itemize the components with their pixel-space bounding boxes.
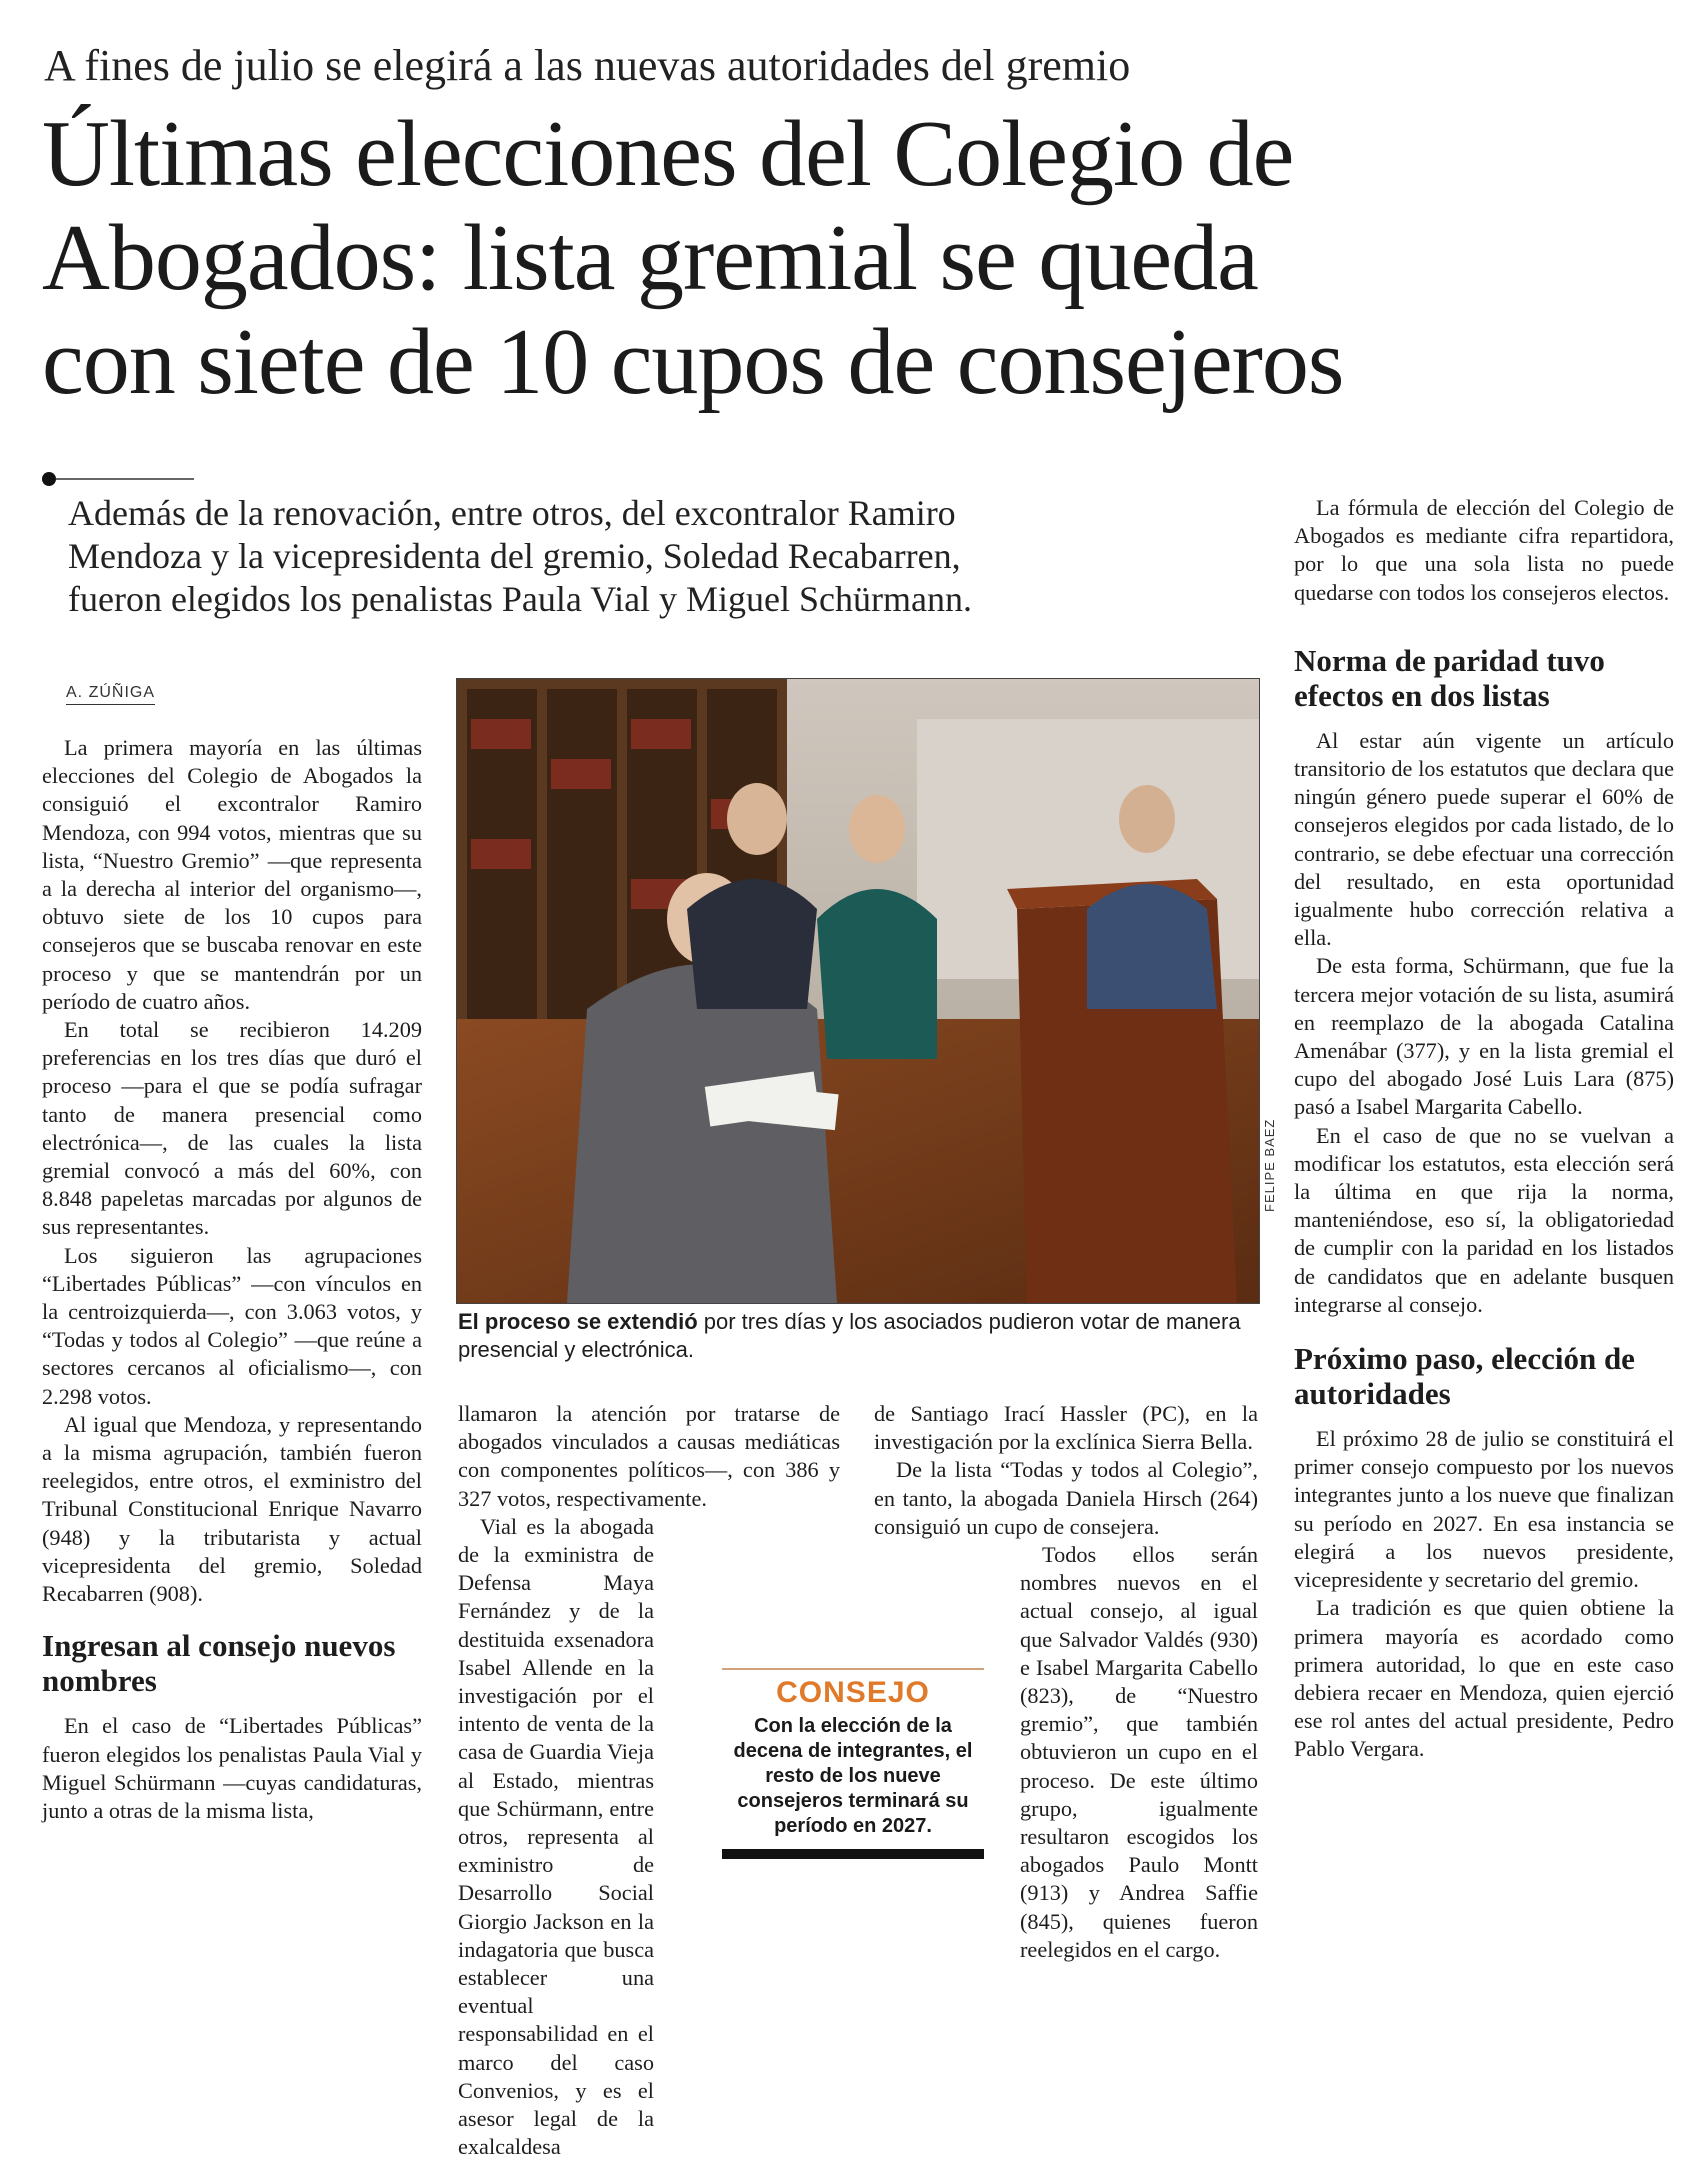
deck-bullet — [42, 472, 56, 486]
deck-line: fueron elegidos los penalistas Paula Vial y Miguel Schürmann. — [68, 579, 973, 619]
deck-line: Mendoza y la vicepresidenta del gremio, Soledad Recabarren, — [68, 536, 961, 576]
paragraph: En el caso de “Libertades Públicas” fueron elegidos los penalistas Paula Vial y Miguel Schürmann —cuyas candidaturas, junto a otras de la misma lista, — [42, 1713, 422, 1823]
paragraph: de Santiago Irací Hassler (PC), en la investigación por la exclínica Sierra Bella. — [874, 1401, 1258, 1455]
paragraph: En total se recibieron 14.209 preferencias en los tres días que duró el proceso —para el que se podía sufragar tanto de manera presencial como electrónica—, de las cuales la lista gremial convocó a más del 60%, con 8.848 papeletas marcadas por algunos de sus representantes. — [42, 1017, 422, 1240]
paragraph: Al igual que Mendoza, y representando a la misma agrupación, también fueron reelegidos, entre otros, el exministro del Tribunal Constitucional Enrique Navarro (948) y la tributarista y actual vicepresidenta del gremio, Soledad Recabarren (908). — [42, 1411, 422, 1607]
callout-bottom-bar — [722, 1849, 984, 1859]
paragraph: llamaron la atención por tratarse de abogados vinculados a causas mediáticas con componentes políticos—, con 386 y 327 votos, respectivamente. — [458, 1401, 840, 1511]
paragraph: El próximo 28 de julio se constituirá el primer consejo compuesto por los nuevos integrantes junto a los nueve que finalizan su período en 2027. En esa instancia se elegirá a los nuevos presidente, vicepresidente y secretario del gremio. — [1294, 1426, 1674, 1593]
photo-illustration — [457, 679, 1259, 1303]
article-column-4 — [1294, 494, 1674, 1764]
subheading: Próximo paso, elección de autoridades — [1294, 1341, 1635, 1412]
deck-rule — [56, 478, 194, 480]
paragraph: De la lista “Todas y todos al Colegio”, en tanto, la abogada Daniela Hirsch (264) consiguió un cupo de consejera. — [874, 1457, 1258, 1539]
callout-top-rule — [722, 1668, 984, 1670]
subheading: Norma de paridad tuvo efectos en dos listas — [1294, 642, 1605, 713]
kicker: A fines de julio se elegirá a las nuevas autoridades del gremio — [44, 41, 1131, 90]
paragraph: Todos ellos serán nombres nuevos en el actual consejo, al igual que Salvador Valdés (930) e Isabel Margarita Cabello (823), de “Nuestro gremio”, que también obtuvieron un cupo en el proceso. De este último grupo, igualmente resultaron escogidos los abogados Paulo Montt (913) y Andrea Saffie (845), quienes fueron reelegidos en el cargo. — [1020, 1542, 1258, 1962]
deck-line: Además de la renovación, entre otros, del excontralor Ramiro — [68, 493, 956, 533]
paragraph: Al estar aún vigente un artículo transitorio de los estatutos que declara que ningún género puede superar el 60% de consejeros elegidos por cada listado, de lo contrario, se debe efectuar una corrección del resultado, en esta oportunidad igualmente hubo corrección relativa a ella. — [1294, 727, 1674, 951]
caption-text: por tres días y los asociados pudieron votar de manera presencial y electrónica. — [458, 1309, 1241, 1362]
byline: A. ZÚÑIGA — [66, 684, 155, 705]
callout-box — [722, 1668, 984, 1859]
callout-title: CONSEJO — [776, 1676, 930, 1709]
subheading: Ingresan al consejo nuevos nombres — [42, 1628, 396, 1699]
headline-line: con siete de 10 cupos de consejeros — [42, 310, 1344, 414]
paragraph: En el caso de que no se vuelvan a modificar los estatutos, esta elección será la última en que rija la norma, manteniéndose, eso sí, la obligatoriedad de cumplir con la paridad en los listados de candidatos que en adelante busquen integrarse al consejo. — [1294, 1122, 1674, 1317]
headline — [42, 102, 1682, 414]
callout-text: Con la elección de la decena de integrantes, el resto de los nueve consejeros terminará su período en 2027. — [733, 1715, 973, 1837]
news-photo — [456, 678, 1260, 1304]
headline-line: Últimas elecciones del Colegio de — [42, 102, 1294, 206]
photo-caption — [458, 1308, 1264, 1364]
caption-lead: El proceso se extendió — [458, 1309, 698, 1334]
headline-line: Abogados: lista gremial se queda — [42, 206, 1258, 310]
paragraph: La tradición es que quien obtiene la primera mayoría es acordado como primera autoridad, lo que en este caso debiera recaer en Mendoza, quien ejerció ese rol antes del actual presidente, Pedro Pablo Vergara. — [1294, 1595, 1674, 1762]
paragraph: De esta forma, Schürmann, que fue la tercera mejor votación de su lista, asumirá en reemplazo de la abogada Catalina Amenábar (377), y en la lista gremial el cupo del abogado José Luis Lara (875) pasó a Isabel Margarita Cabello. — [1294, 953, 1674, 1120]
paragraph: La primera mayoría en las últimas elecciones del Colegio de Abogados la consiguió el excontralor Ramiro Mendoza, con 994 votos, mientras que su lista, “Nuestro Gremio” —que representa a la derecha al interior del organismo—, obtuvo siete de los 10 cupos para consejeros que se buscaba renovar en este proceso y que se mantendrán por un período de cuatro años. — [42, 735, 422, 1014]
paragraph: La fórmula de elección del Colegio de Abogados es mediante cifra repartidora, por lo que una sola lista no puede quedarse con todos los consejeros electos. — [1294, 495, 1674, 605]
article-column-1 — [42, 734, 422, 1825]
paragraph: Vial es la abogada de la exministra de Defensa Maya Fernández y de la destituida exsenadora Isabel Allende en la investigación por el intento de venta de la casa de Guardia Vieja al Estado, mientras que Schürmann, entre otros, representa al exministro de Desarrollo Social Giorgio Jackson en la indagatoria que busca establecer una eventual responsabilidad en el marco del caso Convenios, y es el asesor legal de la exalcaldesa — [458, 1513, 654, 2160]
photo-credit: FELIPE BAEZ — [1262, 1118, 1277, 1212]
paragraph: Los siguieron las agrupaciones “Libertades Públicas” —con vínculos en la centroizquierda—, con 3.063 votos, y “Todas y todos al Colegio” —que reúne a sectores cercanos al oficialismo—, con 2.298 votos. — [42, 1242, 422, 1409]
deck — [68, 492, 1268, 621]
